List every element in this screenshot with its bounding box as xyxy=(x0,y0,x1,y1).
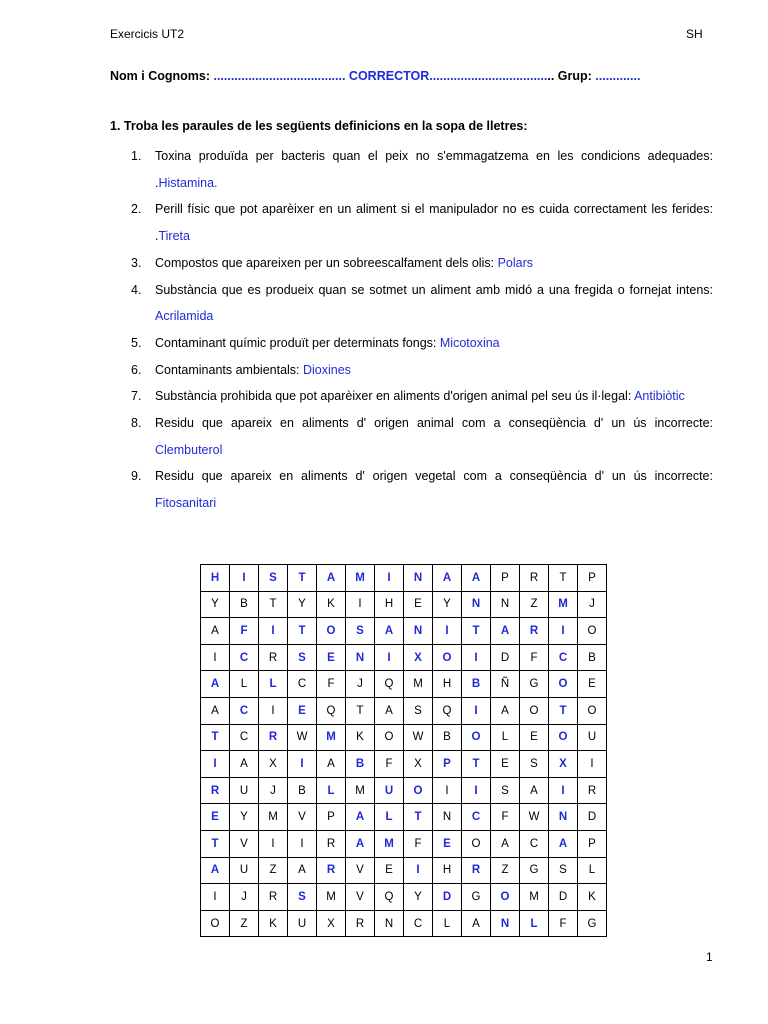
grid-cell: I xyxy=(404,857,433,884)
grid-cell: I xyxy=(346,591,375,618)
grid-cell: E xyxy=(404,591,433,618)
grid-cell: I xyxy=(549,618,578,645)
grid-cell: K xyxy=(317,591,346,618)
grid-row xyxy=(201,618,607,645)
grid-cell: L xyxy=(433,910,462,937)
definition-answer: Antibiòtic xyxy=(634,389,685,404)
grid-cell: G xyxy=(520,857,549,884)
grid-cell: A xyxy=(346,830,375,857)
grid-cell: O xyxy=(578,697,607,724)
definition-answer: Fitosanitari xyxy=(155,496,217,511)
definition-item xyxy=(131,330,713,357)
grid-cell: N xyxy=(549,804,578,831)
definition-answer: Histamina. xyxy=(158,175,218,190)
grid-cell: N xyxy=(404,565,433,592)
name-label: Nom i Cognoms: xyxy=(110,69,214,83)
grid-cell: A xyxy=(491,830,520,857)
definition-number: 7. xyxy=(131,389,142,404)
definition-text: Residu que apareix en aliments d' origen animal com a conseqüència d' un ús incorrecte: xyxy=(155,416,713,431)
definition-item xyxy=(131,196,713,249)
grid-cell: L xyxy=(578,857,607,884)
header-right: SH xyxy=(686,27,703,41)
grid-cell: A xyxy=(491,697,520,724)
definition-answer: Micotoxina xyxy=(439,335,500,350)
grid-cell: L xyxy=(259,671,288,698)
grid-cell: R xyxy=(578,777,607,804)
grid-cell: Z xyxy=(230,910,259,937)
grid-row xyxy=(201,751,607,778)
grid-cell: T xyxy=(346,697,375,724)
grid-cell: C xyxy=(520,830,549,857)
definition-text: Contaminants ambientals: xyxy=(155,362,303,377)
grid-cell: X xyxy=(259,751,288,778)
definition-text: Substància prohibida que pot aparèixer en aliments d'origen animal pel seu ús il·legal: xyxy=(155,389,635,404)
grid-cell: R xyxy=(259,724,288,751)
definition-item xyxy=(131,463,713,516)
grid-cell: W xyxy=(520,804,549,831)
grid-cell: K xyxy=(346,724,375,751)
grid-cell: U xyxy=(288,910,317,937)
grid-cell: D xyxy=(578,804,607,831)
grid-cell: A xyxy=(520,777,549,804)
definition-number: 8. xyxy=(131,416,142,431)
grid-cell: S xyxy=(259,565,288,592)
grid-row xyxy=(201,910,607,937)
grid-cell: N xyxy=(462,591,491,618)
grid-cell: O xyxy=(317,618,346,645)
definition-item xyxy=(131,383,713,410)
grid-cell: E xyxy=(201,804,230,831)
grid-cell: B xyxy=(288,777,317,804)
grid-cell: R xyxy=(259,884,288,911)
grid-cell: I xyxy=(462,644,491,671)
grid-cell: Z xyxy=(520,591,549,618)
grid-cell: Y xyxy=(288,591,317,618)
definition-text: Perill físic que pot aparèixer en un aliment si el manipulador no es cuida correctament les ferides: . xyxy=(155,202,713,244)
definition-number: 4. xyxy=(131,282,142,297)
grid-cell: V xyxy=(346,884,375,911)
grid-cell: O xyxy=(578,618,607,645)
definition-answer: Dioxines xyxy=(303,362,351,377)
grid-cell: H xyxy=(375,591,404,618)
definition-number: 1. xyxy=(131,149,142,163)
grid-cell: D xyxy=(491,644,520,671)
grid-cell: M xyxy=(346,565,375,592)
grid-cell: O xyxy=(433,644,462,671)
grid-cell: J xyxy=(259,777,288,804)
grid-cell: C xyxy=(462,804,491,831)
grid-cell: U xyxy=(230,777,259,804)
grid-row xyxy=(201,777,607,804)
grid-cell: M xyxy=(317,884,346,911)
grid-cell: L xyxy=(520,910,549,937)
grid-cell: R xyxy=(317,857,346,884)
grid-cell: L xyxy=(230,671,259,698)
grid-cell: P xyxy=(578,565,607,592)
grid-cell: C xyxy=(230,724,259,751)
grid-cell: A xyxy=(462,565,491,592)
definition-answer: Clembuterol xyxy=(155,442,223,457)
grid-cell: X xyxy=(317,910,346,937)
grid-cell: C xyxy=(230,644,259,671)
grid-cell: O xyxy=(549,671,578,698)
grid-cell: F xyxy=(520,644,549,671)
grid-cell: X xyxy=(404,644,433,671)
grid-cell: S xyxy=(346,618,375,645)
grid-cell: Q xyxy=(433,697,462,724)
grid-cell: A xyxy=(462,910,491,937)
grid-cell: A xyxy=(288,857,317,884)
grid-cell: F xyxy=(404,830,433,857)
grid-cell: P xyxy=(433,751,462,778)
grid-cell: F xyxy=(317,671,346,698)
grid-cell: J xyxy=(230,884,259,911)
grid-cell: S xyxy=(288,644,317,671)
grid-cell: A xyxy=(201,671,230,698)
grid-cell: K xyxy=(259,910,288,937)
grid-cell: T xyxy=(462,751,491,778)
grid-cell: I xyxy=(375,565,404,592)
grid-cell: O xyxy=(462,724,491,751)
grid-cell: L xyxy=(317,777,346,804)
grid-cell: V xyxy=(230,830,259,857)
grid-cell: D xyxy=(549,884,578,911)
name-dots-after: .................................. xyxy=(429,69,548,83)
definition-item xyxy=(131,357,713,384)
grid-cell: L xyxy=(375,804,404,831)
grid-cell: M xyxy=(375,830,404,857)
grid-row xyxy=(201,671,607,698)
grid-cell: T xyxy=(288,565,317,592)
grid-cell: Y xyxy=(201,591,230,618)
grid-cell: T xyxy=(201,724,230,751)
grid-cell: T xyxy=(549,565,578,592)
definition-item xyxy=(131,410,713,463)
grid-row xyxy=(201,804,607,831)
definition-text: Residu que apareix en aliments d' origen vegetal com a conseqüència d' un ús incorrecte: xyxy=(155,469,713,484)
grid-cell: E xyxy=(288,697,317,724)
grid-cell: N xyxy=(491,910,520,937)
grid-cell: R xyxy=(520,618,549,645)
grid-cell: Ñ xyxy=(491,671,520,698)
grid-cell: W xyxy=(404,724,433,751)
definition-number: 6. xyxy=(131,362,142,377)
grid-cell: I xyxy=(230,565,259,592)
word-search-grid xyxy=(200,564,607,937)
grid-cell: T xyxy=(462,618,491,645)
grid-cell: S xyxy=(549,857,578,884)
grid-cell: I xyxy=(578,751,607,778)
grid-cell: R xyxy=(346,910,375,937)
grid-cell: Z xyxy=(259,857,288,884)
grid-cell: S xyxy=(288,884,317,911)
grid-row xyxy=(201,884,607,911)
definition-text: Compostos que apareixen per un sobreescalfament dels olis: xyxy=(155,255,498,270)
grid-cell: A xyxy=(201,857,230,884)
grid-cell: G xyxy=(578,910,607,937)
grid-cell: I xyxy=(201,751,230,778)
header-left: Exercicis UT2 xyxy=(110,27,185,41)
grid-cell: N xyxy=(491,591,520,618)
grid-cell: M xyxy=(404,671,433,698)
grid-cell: A xyxy=(201,697,230,724)
page-number: 1 xyxy=(706,950,713,964)
grid-cell: D xyxy=(433,884,462,911)
grup-label: .. Grup: xyxy=(547,69,596,83)
grid-cell: T xyxy=(404,804,433,831)
definition-number: 9. xyxy=(131,469,142,484)
grid-cell: A xyxy=(346,804,375,831)
grid-cell: F xyxy=(230,618,259,645)
grid-cell: U xyxy=(375,777,404,804)
definitions-list xyxy=(131,143,713,517)
grid-cell: F xyxy=(549,910,578,937)
grid-cell: R xyxy=(317,830,346,857)
question-title: 1. Troba les paraules de les següents definicions en la sopa de lletres: xyxy=(110,119,528,133)
grid-cell: A xyxy=(433,565,462,592)
name-line xyxy=(110,69,640,83)
grid-cell: M xyxy=(259,804,288,831)
definition-item xyxy=(131,250,713,277)
grid-cell: Y xyxy=(433,591,462,618)
grid-cell: U xyxy=(230,857,259,884)
grid-cell: Y xyxy=(404,884,433,911)
definition-text: Substància que es produeix quan se sotmet un aliment amb midó a una fregida o fornejat intens: xyxy=(155,282,713,297)
grid-cell: Z xyxy=(491,857,520,884)
grid-cell: R xyxy=(201,777,230,804)
grid-cell: P xyxy=(491,565,520,592)
grid-cell: Q xyxy=(375,671,404,698)
grid-row xyxy=(201,644,607,671)
grid-cell: B xyxy=(230,591,259,618)
grid-cell: I xyxy=(201,884,230,911)
grid-cell: I xyxy=(462,777,491,804)
definition-text: Contaminant químic produït per determinats fongs: xyxy=(155,335,440,350)
grid-cell: T xyxy=(288,618,317,645)
definition-text: Toxina produïda per bacteris quan el peix no s'emmagatzema en les condicions adequades: . xyxy=(155,149,713,190)
definition-answer: Polars xyxy=(497,255,533,270)
grid-cell: I xyxy=(201,644,230,671)
grid-cell: I xyxy=(259,618,288,645)
grid-cell: M xyxy=(346,777,375,804)
grid-cell: S xyxy=(491,777,520,804)
grid-cell: E xyxy=(375,857,404,884)
grid-cell: A xyxy=(491,618,520,645)
grid-cell: Q xyxy=(317,697,346,724)
grid-cell: A xyxy=(317,751,346,778)
grid-cell: G xyxy=(520,671,549,698)
grid-cell: A xyxy=(549,830,578,857)
grid-cell: I xyxy=(288,751,317,778)
grid-cell: E xyxy=(433,830,462,857)
grid-cell: B xyxy=(578,644,607,671)
grid-cell: W xyxy=(288,724,317,751)
grid-cell: A xyxy=(201,618,230,645)
grid-row xyxy=(201,724,607,751)
definition-answer: Tireta xyxy=(158,229,190,244)
grid-cell: I xyxy=(375,644,404,671)
grid-row xyxy=(201,697,607,724)
grid-cell: A xyxy=(317,565,346,592)
grid-cell: L xyxy=(491,724,520,751)
grid-cell: C xyxy=(549,644,578,671)
definition-number: 2. xyxy=(131,202,142,217)
grid-cell: C xyxy=(404,910,433,937)
grid-row xyxy=(201,565,607,592)
grid-cell: E xyxy=(317,644,346,671)
grid-cell: M xyxy=(520,884,549,911)
grid-cell: J xyxy=(578,591,607,618)
grid-cell: H xyxy=(201,565,230,592)
grid-cell: A xyxy=(230,751,259,778)
grid-row xyxy=(201,830,607,857)
grid-cell: O xyxy=(462,830,491,857)
grid-cell: E xyxy=(491,751,520,778)
grid-cell: I xyxy=(433,618,462,645)
definition-item xyxy=(131,277,713,330)
grid-cell: J xyxy=(346,671,375,698)
grid-cell: P xyxy=(578,830,607,857)
grid-cell: M xyxy=(549,591,578,618)
grid-cell: C xyxy=(230,697,259,724)
name-value: CORRECTOR xyxy=(345,69,430,83)
grid-cell: N xyxy=(346,644,375,671)
grid-cell: N xyxy=(375,910,404,937)
grid-cell: V xyxy=(346,857,375,884)
grid-cell: T xyxy=(549,697,578,724)
grid-cell: E xyxy=(578,671,607,698)
grid-cell: O xyxy=(520,697,549,724)
grid-cell: S xyxy=(520,751,549,778)
grid-cell: V xyxy=(288,804,317,831)
grid-cell: Q xyxy=(375,884,404,911)
grid-cell: X xyxy=(549,751,578,778)
grid-cell: H xyxy=(433,671,462,698)
grid-cell: T xyxy=(201,830,230,857)
name-dots-before: ...................................... xyxy=(213,69,346,83)
grid-cell: Y xyxy=(230,804,259,831)
grid-cell: O xyxy=(491,884,520,911)
grid-cell: F xyxy=(491,804,520,831)
grid-cell: S xyxy=(404,697,433,724)
definition-number: 5. xyxy=(131,335,142,350)
grid-cell: I xyxy=(259,697,288,724)
grid-cell: K xyxy=(578,884,607,911)
grid-cell: E xyxy=(520,724,549,751)
grid-cell: C xyxy=(288,671,317,698)
definition-number: 3. xyxy=(131,255,142,270)
grid-cell: I xyxy=(433,777,462,804)
grid-cell: O xyxy=(404,777,433,804)
grid-cell: T xyxy=(259,591,288,618)
grid-cell: B xyxy=(346,751,375,778)
grid-cell: R xyxy=(462,857,491,884)
grid-cell: R xyxy=(259,644,288,671)
grid-cell: N xyxy=(404,618,433,645)
grid-row xyxy=(201,591,607,618)
grid-cell: P xyxy=(317,804,346,831)
grid-cell: A xyxy=(375,697,404,724)
definition-answer: Acrilamida xyxy=(155,309,214,324)
grid-cell: O xyxy=(375,724,404,751)
grid-cell: I xyxy=(259,830,288,857)
grid-cell: X xyxy=(404,751,433,778)
grid-cell: G xyxy=(462,884,491,911)
grup-dots: ............. xyxy=(595,69,641,83)
grid-cell: O xyxy=(549,724,578,751)
grid-cell: B xyxy=(433,724,462,751)
grid-row xyxy=(201,857,607,884)
grid-cell: U xyxy=(578,724,607,751)
grid-cell: H xyxy=(433,857,462,884)
grid-cell: F xyxy=(375,751,404,778)
grid-cell: R xyxy=(520,565,549,592)
grid-cell: I xyxy=(462,697,491,724)
grid-cell: I xyxy=(288,830,317,857)
grid-cell: A xyxy=(375,618,404,645)
grid-cell: O xyxy=(201,910,230,937)
definition-item xyxy=(131,143,713,196)
grid-cell: I xyxy=(549,777,578,804)
grid-cell: B xyxy=(462,671,491,698)
grid-cell: N xyxy=(433,804,462,831)
grid-cell: M xyxy=(317,724,346,751)
